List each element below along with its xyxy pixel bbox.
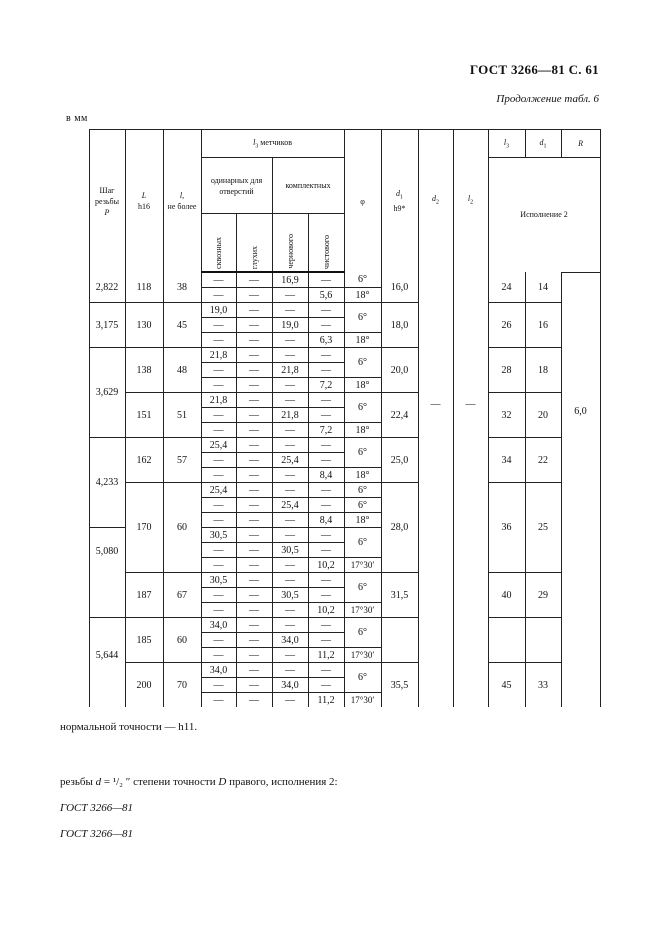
table-row: 4,233 162 57 25,4 — — — 6° 25,0 34 22 [60,438,600,453]
table-row: — — 30,5 — [60,543,600,558]
table-row: 2,822 118 38 — — 16,9 — 6° 16,0 — — 24 14 6,0 [60,272,600,288]
table-row: 200 70 34,0 — — — 6° 35,5 45 33 [60,663,600,678]
table-row: 5,080 30,5 — — — 6° [60,528,600,543]
table-row: — — 19,0 — [60,318,600,333]
table-row: — — — 8,4 18° [60,468,600,483]
note-thread: резьбы d = ¹/₂ ″ степени точности D правого, исполнения 2: [60,776,338,788]
table-row: — — 25,4 — [60,453,600,468]
table-row: — — 21,8 — [60,363,600,378]
table-row: 187 67 30,5 — — — 6° 31,5 40 29 [60,573,600,588]
table-row: — — 34,0 — [60,678,600,693]
blind-header: глухих [236,214,272,273]
finish-header: чистового [308,214,344,273]
d2-header: $d_2$ [418,130,453,273]
R-header: R [561,130,600,158]
table-row: 3,175 130 45 19,0 — — — 6° 18,0 26 16 [60,303,600,318]
step-header: Шаг резьбы P [89,130,125,273]
table-row: — — — 7,2 18° [60,378,600,393]
table-row: 151 51 21,8 — — — 6° 22,4 32 20 [60,393,600,408]
table-row: 5,644 185 60 34,0 — — — 6° [60,618,600,633]
table-row: — — — 8,4 18° [60,513,600,528]
blank-corner [60,130,89,273]
through-header: сквозных [201,214,236,273]
table-row: — — — 7,2 18° [60,423,600,438]
table-row: 170 60 25,4 — — — 6° 28,0 36 25 [60,483,600,498]
d1-header: $d_1$ h9* [381,130,418,273]
l3-right-header: $l_3$ [488,130,525,158]
table-row: — — — 10,2 17°30′ [60,558,600,573]
table-row: — — — 11,2 17°30′ [60,693,600,708]
note-standard-1: ГОСТ 3266—81 [60,802,134,814]
table-row: — — 25,4 — 6° [60,498,600,513]
table-row: — — — 10,2 17°30′ [60,603,600,618]
note-standard-2: ГОСТ 3266—81 [60,828,134,840]
header-row-1 [60,130,600,158]
rough-header: чернового [272,214,308,273]
table-row: — — — 5,6 18° [60,288,600,303]
phi-header: φ [344,130,381,273]
execution-header: Исполнение 2 [488,158,600,273]
l2-column: — [453,272,488,707]
d2-column: — [418,272,453,707]
table-row: — — — 6,3 18° [60,333,600,348]
tap-dimensions-table [60,129,601,707]
l-header: l, не более [163,130,201,273]
L-header: L h16 [125,130,163,273]
note-tolerance: нормальной точности — h11. [60,721,198,733]
table-row: — — 30,5 — [60,588,600,603]
d1-right-header: $d_1$ [525,130,561,158]
single-header: одинарных для отверстий [201,158,272,214]
l2-header: $l_2$ [453,130,488,273]
table-continuation: Продолжение табл. 6 [496,93,599,105]
table-row: 3,629 138 48 21,8 — — — 6° 20,0 28 18 [60,348,600,363]
table-row: — — 34,0 — [60,633,600,648]
R-column: 6,0 [561,272,600,707]
l3-group-header: $l_3$ метчиков [201,130,344,158]
page-header: ГОСТ 3266—81 С. 61 [469,62,599,77]
units-label: в мм [66,113,88,124]
table-row: — — 21,8 — [60,408,600,423]
kit-header: комплектных [272,158,344,214]
table-row: — — — 11,2 17°30′ [60,648,600,663]
